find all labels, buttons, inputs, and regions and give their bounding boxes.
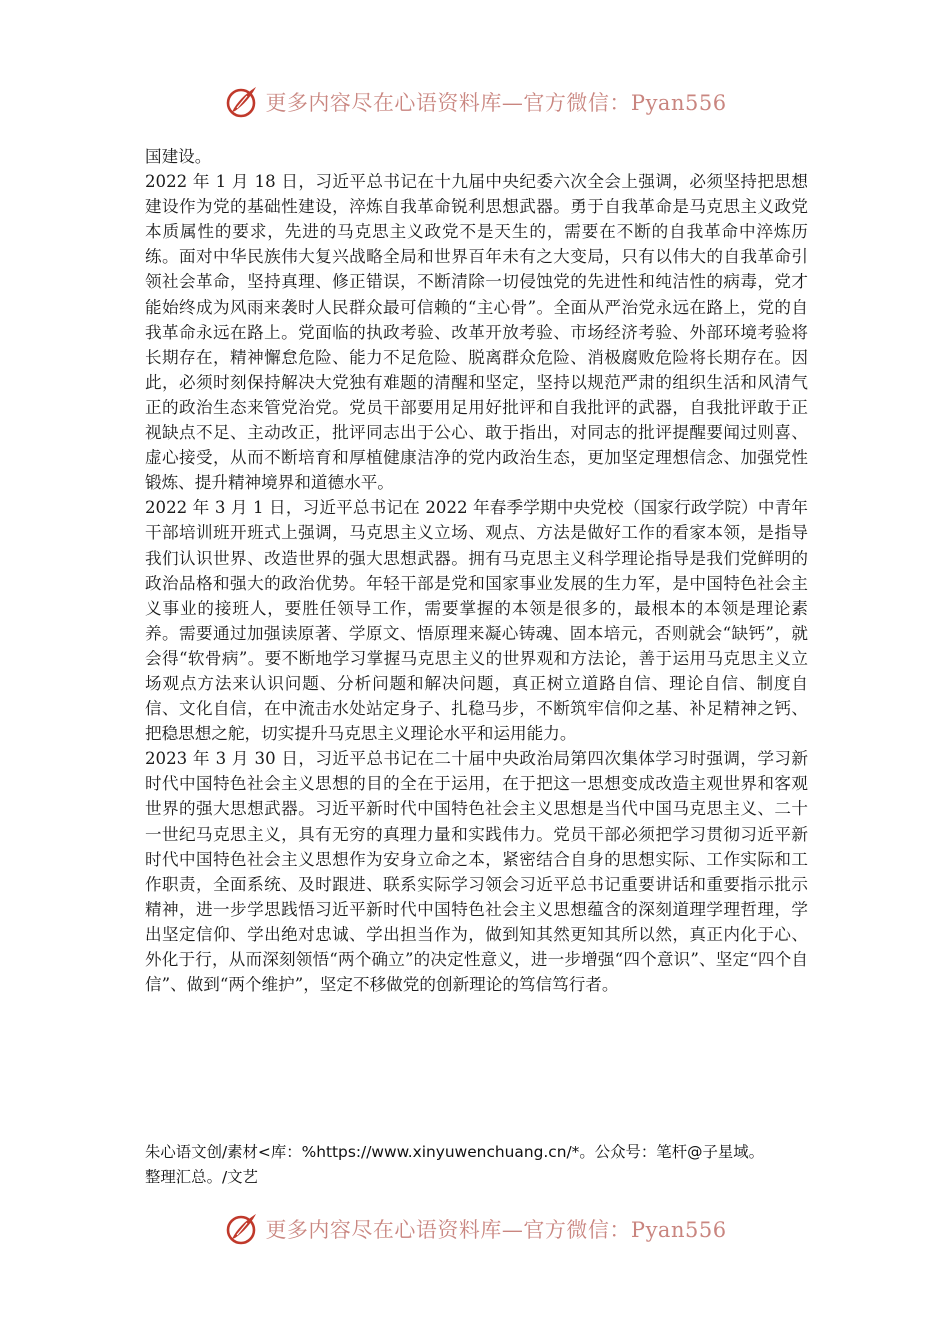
header-banner xyxy=(0,78,950,126)
article-body xyxy=(145,144,808,997)
source-note xyxy=(145,1140,845,1190)
footer-banner xyxy=(0,1205,950,1253)
paragraph: 2022 年 3 月 1 日，习近平总书记在 2022 年春季学期中央党校（国家行政学院）中青年干部培训班开班式上强调，马克思主义立场、观点、方法是做好工作的看家本领，是指导我们认识世界、改造世界的强大思想武器。拥有马克思主义科学理论指导是我们党鲜明的政治品格和强大的政治优势。年轻干部是党和国家事业发展的生力军，是中国特色社会主义事业的接班人，要胜任领导工作，需要掌握的本领是很多的，最根本的本领是理论素养。需要通过加强读原著、学原文、悟原理来凝心铸魂、固本培元，否则就会“缺钙”，就会得“软骨病”。要不断地学习掌握马克思主义的世界观和方法论，善于运用马克思主义立场观点方法来认识问题、分析问题和解决问题，真正树立道路自信、理论自信、制度自信、文化自信，在中流击水处站定身子、扎稳马步，不断筑牢信仰之基、补足精神之钙、把稳思想之舵，切实提升马克思主义理论水平和运用能力。 xyxy=(145,498,808,744)
paragraph: 国建设。 xyxy=(145,147,212,166)
paragraph: 2022 年 1 月 18 日，习近平总书记在十九届中央纪委六次全会上强调，必须坚持把思想建设作为党的基础性建设，淬炼自我革命锐利思想武器。勇于自我革命是马克思主义政党本质属性的要求，先进的马克思主义政党不是天生的，需要在不断的自我革命中淬炼历练。面对中华民族伟大复兴战略全局和世界百年未有之大变局，只有以伟大的自我革命引领社会革命，坚持真理、修正错误，不断清除一切侵蚀党的先进性和纯洁性的病毒，党才能始终成为风雨来袭时人民群众最可信赖的“主心骨”。全面从严治党永远在路上，党的自我革命永远在路上。党面临的执政考验、改革开放考验、市场经济考验、外部环境考验将长期存在，精神懈怠危险、能力不足危险、脱离群众危险、消极腐败危险将长期存在。因此，必须时刻保持解决大党独有难题的清醒和坚定，坚持以规范严肃的组织生活和风清气正的政治生态来管党治党。党员干部要用足用好批评和自我批评的武器，自我批评敢于正视缺点不足、主动改正，批评同志出于公心、敢于指出，对同志的批评提醒要闻过则喜、虚心接受，从而不断培育和厚植健康洁净的党内政治生态，更加坚定理想信念、加强党性锻炼、提升精神境界和道德水平。 xyxy=(145,172,808,493)
banner-text: 更多内容尽在心语资料库—官方微信：Pyan556 xyxy=(265,1218,727,1242)
source-note-line: 朱心语文创/素材<库：%https://www.xinyuwenchuang.cn/*。公众号：笔杆@子星域。 xyxy=(145,1143,765,1161)
source-note-line: 整理汇总。/文艺 xyxy=(145,1168,258,1186)
paragraph: 2023 年 3 月 30 日，习近平总书记在二十届中央政治局第四次集体学习时强调，学习新时代中国特色社会主义思想的目的全在于运用，在于把这一思想变成改造主观世界和客观世界的强大思想武器。习近平新时代中国特色社会主义思想是当代中国马克思主义、二十一世纪马克思主义，具有无穷的真理力量和实践伟力。党员干部必须把学习贯彻习近平新时代中国特色社会主义思想作为安身立命之本，紧密结合自身的思想实际、工作实际和工作职责，全面系统、及时跟进、联系实际学习领会习近平总书记重要讲话和重要指示批示精神，进一步学思践悟习近平新时代中国特色社会主义思想蕴含的深刻道理学理哲理，学出坚定信仰、学出绝对忠诚、学出担当作为，做到知其然更知其所以然，真正内化于心、外化于行，从而深刻领悟“两个确立”的决定性意义，进一步增强“四个意识”、坚定“四个自信”、做到“两个维护”，坚定不移做党的创新理论的笃信笃行者。 xyxy=(145,749,808,995)
quill-logo-icon xyxy=(223,84,259,120)
banner-text: 更多内容尽在心语资料库—官方微信：Pyan556 xyxy=(265,91,727,115)
quill-logo-icon xyxy=(223,1211,259,1247)
